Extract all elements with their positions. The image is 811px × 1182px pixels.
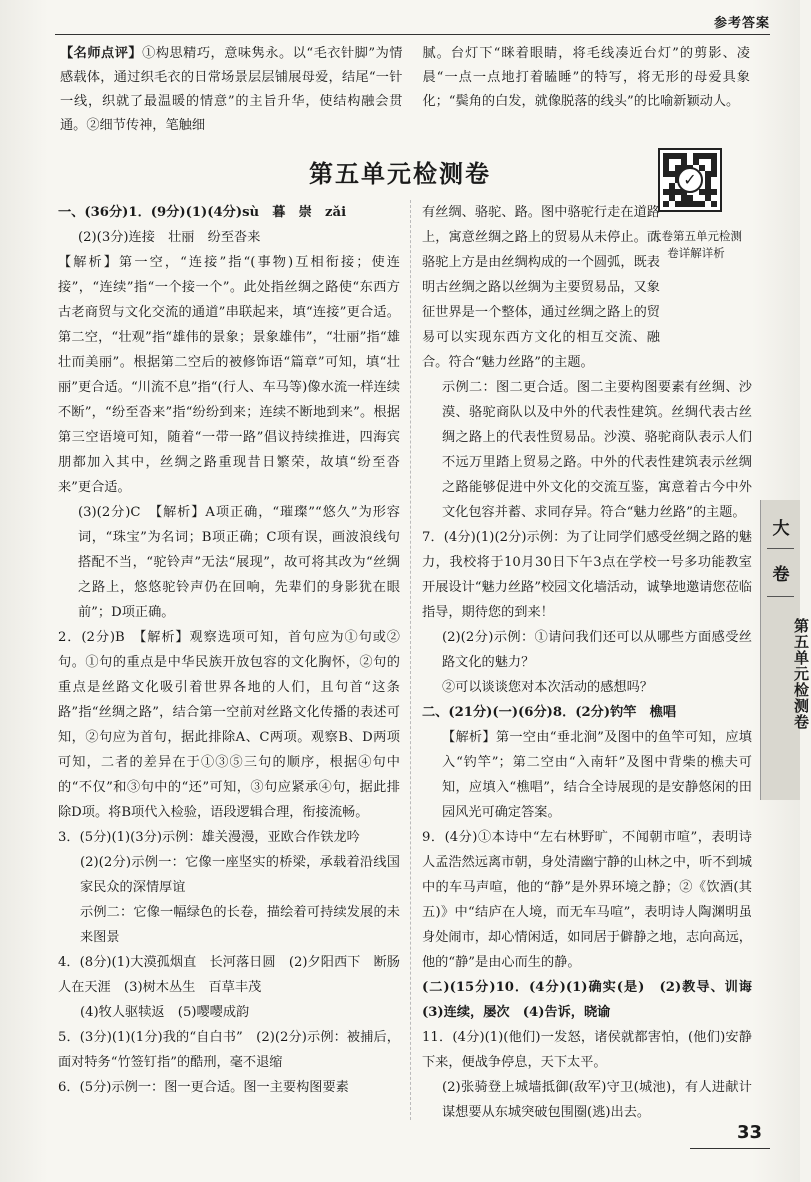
side-tab-sep-2 (767, 596, 794, 597)
qr-caption: 大卷第五单元检测卷详解详析 (650, 229, 742, 260)
q8-analysis: 【解析】第一空由“垂北涧”及图中的鱼竿可知，应填入“钓竿”；第二空由“入南轩”及图中背柴的樵夫可知，应填入“樵唱”，结合全诗展现的是安静悠闲的田园风光可确定答案。 (442, 730, 752, 820)
comment-tag: 【名师点评】 (60, 46, 143, 61)
q7-2-answer: (2)(2分)示例：①请问我们还可以从哪些方面感受丝路文化的魅力？ (442, 630, 752, 670)
side-tab-sep (767, 548, 794, 549)
side-tab-vertical-title: 第五单元检测卷 (792, 618, 810, 730)
unit-title: 第五单元检测卷 (309, 160, 491, 188)
side-tab-bottom: 卷 (772, 565, 790, 585)
q1-3-answer: (3)(2分)C 【解析】A项正确，“璀璨”“悠久”为形容词，“珠宝”为名词；B项正确；C项有误，画波浪线句搭配不当，“驼铃声”无法“展现”，故可将其改为“丝绸之路上，悠悠驼铃声仍在回响，先辈们的身影犹在眼前”；D项正确。 (78, 505, 400, 620)
q6-example1-cont: 有丝绸、骆驼、路。图中骆驼行走在道路上，寓意丝绸之路上的贸易从未停止。而骆驼上方是由丝绸构成的一个圆弧，既表明古丝绸之路以丝绸为主要贸易品，又象征世界是一个整体，通过丝绸之路上的贸易可以实现东西方文化的相互交流、融合。符合“魅力丝路”的主题。 (422, 205, 660, 370)
check-icon: ✓ (677, 167, 703, 193)
q3-1-answer: 3．(5分)(1)(3分)示例：雄关漫漫，亚欧合作铁龙吟 (58, 830, 360, 845)
header-label: 参考答案 (713, 16, 770, 31)
q7-2-answer-2: ②可以谈谈您对本次活动的感想吗？ (442, 680, 653, 695)
bottom-rule (690, 1148, 770, 1149)
q1-2-analysis: 【解析】第一空，“连接”指“(事物)互相衔接；使连接”，“连续”指“一个接一个”。此处指丝绸之路使“东西方古老商贸与文化交流的通道”串联起来，填“连接”更合适。第二空，“壮观”指“雄伟的景象；景象雄伟”，“壮丽”指“雄壮而美丽”。根据第二空后的被修饰语“篇章”可知，填“壮丽”更合适。“川流不息”指“(行人、车马等)像水流一样连续不断”，“纷至沓来”指“纷纷到来；连续不断地到来”。根据第三空语境可知，随着“一带一路”倡议持续推进，四海宾朋都加入其中，丝绸之路重现昔日繁荣，故填“纷至沓来”更合适。 (58, 255, 400, 495)
q3-2-example1: (2)(2分)示例一：它像一座坚实的桥梁，承载着沿线国家民众的深情厚谊 (80, 855, 400, 895)
side-tab-top: 大 (772, 519, 790, 539)
left-column (58, 200, 400, 1100)
page-number: 33 (736, 1122, 762, 1143)
q9-answer: 9．(4分)①本诗中“左右林野旷，不闻朝市喧”，表明诗人孟浩然远离市朝，身处清幽宁静的山林之中，听不到城中的车马声喧，他的“静”是外界环境之静；②《饮酒(其五)》中“结庐在人境，而无车马喧”，表明诗人陶渊明虽身处闹市，却心情闲适，如同居于僻静之地，志向高远，他的“静”是由心而生的静。 (422, 830, 752, 970)
q6-example2: 示例二：图二更合适。图二主要构图要素有丝绸、沙漠、骆驼商队以及中外的代表性建筑。丝绸代表古丝绸之路上的代表性贸易品。沙漠、骆驼商队表示人们不远万里踏上贸易之路。中外的代表性建筑表示丝绸之路能够促进中外文化的交流互鉴，寓意着古今中外文化包容并蓄、求同存异。符合“魅力丝路”的主题。 (442, 380, 752, 520)
q10-answer: (二)(15分)10．(4分)(1)确实(是) (2)教导、训诲 (3)连续，屡次 (4)告诉，晓谕 (422, 980, 766, 1020)
right-column (422, 200, 766, 1125)
q4-answer-cont: (4)牧人驱犊返 (5)嘤嘤成韵 (80, 1005, 250, 1020)
q1-2-answer: (2)(3分)连接 壮丽 纷至沓来 (78, 230, 261, 245)
comment-left-text: ①构思精巧，意味隽永。以“毛衣针脚”为情感载体，通过织毛衣的日常场景层层铺展母爱，结尾“一针一线，织就了最温暖的情意”的主旨升华，使结构融会贯通。②细节传神，笔触细 (60, 46, 403, 133)
comment-left (60, 42, 402, 138)
column-divider (410, 200, 411, 1120)
q1-heading: 一、(36分)1．(9分)(1)(4分)sù 暮 崇 zǎi (58, 205, 347, 220)
q8-heading: 二、(21分)(一)(6分)8．(2分)钓竿 樵唱 (422, 705, 677, 720)
q4-answer: 4．(8分)(1)大漠孤烟直 长河落日圆 (2)夕阳西下 断肠人在天涯 (3)树木丛生 百草丰茂 (58, 955, 400, 995)
q5-answer: 5．(3分)(1)(1分)我的“自白书” (2)(2分)示例：被捕后，面对特务“竹签钉指”的酷刑，毫不退缩 (58, 1030, 400, 1070)
q2-answer: 2．(2分)B 【解析】观察选项可知，首句应为①句或②句。①句的重点是中华民族开放包容的文化胸怀，②句的重点是丝路文化吸引着世界各地的人们，且句首“这条路”指“丝绸之路”，结合第一空前对丝路文化传播的表述可知，②句应为首句，据此排除A、C两项。观察B、D两项可知，二者的差异在于①③⑤三句的顺序，根据④句中的“不仅”和③句中的“还”可知，③句应紧承④句，据此排除D项。将B项代入检验，语段逻辑合理，衔接流畅。 (58, 630, 400, 820)
q6-answer: 6．(5分)示例一：图一更合适。图一主要构图要素 (58, 1080, 349, 1095)
q11-1-answer: 11．(4分)(1)(他们)一发怒，诸侯就都害怕，(他们)安静下来，便战争停息，天下太平。 (422, 1030, 752, 1070)
header-rule (55, 34, 770, 35)
prev-essay-comment (60, 42, 750, 138)
q11-2-answer: (2)张骑登上城墙抵御(敌军)守卫(城池)，有人进献计谋想要从东城突破包围圈(逃)出去。 (442, 1080, 752, 1120)
q3-2-example2: 示例二：它像一幅绿色的长卷，描绘着可持续发展的未来图景 (80, 905, 400, 945)
side-tab[interactable] (760, 500, 810, 800)
title-row (0, 148, 800, 196)
q7-1-answer: 7．(4分)(1)(2分)示例：为了让同学们感受丝绸之路的魅力，我校将于10月30日下午3点在学校一号多功能教室开展设计“魅力丝路”校园文化墙活动，诚挚地邀请您莅临指导，期待您的到来！ (422, 530, 752, 620)
comment-right-text: 腻。台灯下“眯着眼睛，将毛线凑近台灯”的剪影、凌晨“一点一点地打着瞌睡”的特写，将无形的母爱具象化；“鬓角的白发，就像脱落的线头”的比喻新颖动人。 (422, 46, 750, 109)
